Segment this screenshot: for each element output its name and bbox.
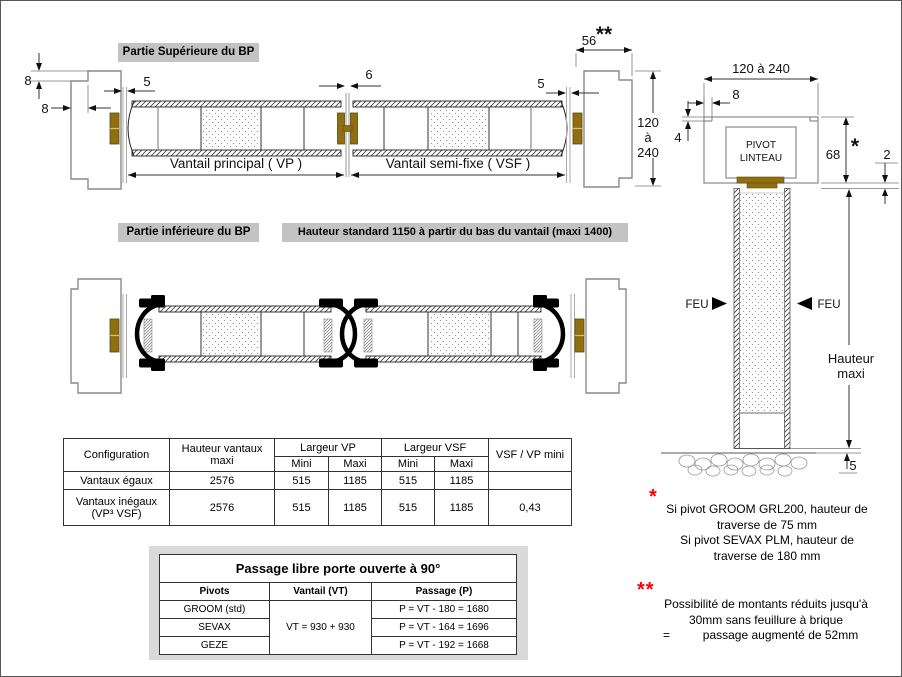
cell-passage: P = VT - 192 = 1668 [372, 637, 517, 655]
vsf-panel [353, 101, 567, 156]
feu-left-label: FEU [685, 299, 709, 311]
bottom-section-drawing [71, 279, 626, 393]
table-header-row [64, 439, 572, 457]
dim-5-bottom-label: 5 [849, 458, 857, 473]
door-leaf [734, 189, 790, 449]
feu-right-label: FEU [817, 299, 841, 311]
cell-passage: P = VT - 164 = 1696 [372, 619, 517, 637]
double-asterisk-marker: ** [595, 23, 613, 46]
dim-range-top [635, 71, 661, 186]
col-hauteur: Hauteur vantaux maxi [170, 439, 275, 472]
vp-panel [128, 101, 341, 156]
dim-4-side-label: 4 [674, 130, 682, 145]
dim-2-label: 2 [883, 147, 891, 162]
col-vsf-mini: Mini [382, 457, 435, 472]
vp-label: Vantail principal ( VP ) [169, 156, 303, 171]
dim-5-right-label: 5 [537, 76, 545, 91]
hauteur-maxi-label-1: Hauteur [827, 351, 875, 366]
ground [661, 453, 816, 476]
col-passage: Passage (P) [372, 583, 517, 601]
pivot-linteau-label-1: PIVOT [745, 140, 777, 151]
dim-8-side [688, 87, 740, 117]
dim-8-vertical-label: 8 [24, 73, 32, 88]
note1-line2: traverse de 75 mm [716, 517, 818, 532]
cell-vsf-maxi: 1185 [435, 490, 489, 526]
dim-6-center-label: 6 [365, 67, 373, 82]
banner-hauteur-standard: Hauteur standard 1150 à partir du bas du vantail (maxi 1400) [282, 223, 628, 242]
asterisk-marker: * [850, 135, 860, 158]
col-vsf-maxi: Maxi [435, 457, 489, 472]
vsf-panel-bottom [364, 306, 542, 362]
right-jamb-profile-bottom [586, 279, 626, 393]
vp-panel-bottom [144, 306, 332, 362]
dim-5-left-label: 5 [143, 74, 151, 89]
dim-68-label: 68 [825, 147, 841, 162]
pivot-plate-top [737, 177, 784, 183]
col-vp-maxi: Maxi [329, 457, 382, 472]
note1-line1: Si pivot GROOM GRL200, hauteur de [666, 502, 868, 516]
col-vp-mini: Mini [275, 457, 329, 472]
passage-table-title: Passage libre porte ouverte à 90° [160, 555, 517, 583]
note2-asterisk: ** [637, 579, 655, 601]
note-pivot-traverse [641, 502, 893, 564]
dim-range-line1: 120 [637, 115, 659, 130]
feu-left-arrow-icon [712, 297, 727, 310]
vsf-label: Vantail semi-fixe ( VSF ) [385, 156, 531, 171]
vp-dimension [128, 156, 344, 178]
dim-56-label: 56 [581, 33, 597, 48]
cell-ratio [489, 472, 572, 490]
passage-header-row [160, 583, 517, 601]
note1-line4: traverse de 180 mm [713, 548, 821, 563]
cell-ratio: 0,43 [489, 490, 572, 526]
cell-vp-mini: 515 [275, 490, 329, 526]
dim-width-side [704, 61, 818, 115]
table-row [64, 472, 572, 490]
cell-vsf-maxi: 1185 [435, 472, 489, 490]
vsf-dimension [351, 156, 565, 178]
col-largeur-vsf: Largeur VSF [382, 439, 489, 457]
note2-line3-text: passage augmenté de 52mm [702, 628, 859, 642]
cell-config [64, 490, 170, 526]
col-ratio: VSF / VP mini [489, 439, 572, 472]
cell-pivot: GEZE [160, 637, 270, 655]
dim-56 [576, 23, 632, 76]
pivot-linteau-label-2: LINTEAU [739, 153, 783, 164]
note-montants-reduits [641, 597, 891, 644]
hauteur-maxi-label-2: maxi [837, 366, 865, 381]
dim-8-horizontal-label: 8 [41, 101, 49, 116]
col-pivots: Pivots [160, 583, 270, 601]
col-configuration: Configuration [64, 439, 170, 472]
dim-hauteur-maxi [828, 189, 875, 449]
dim-range-line3: 240 [637, 145, 659, 160]
configuration-table [63, 438, 572, 526]
cell-vsf-mini: 515 [382, 490, 435, 526]
side-section-drawing [661, 61, 899, 476]
cell-pivot: GROOM (std) [160, 601, 270, 619]
note1-asterisk: * [649, 486, 657, 508]
cell-config-line2: (VP³ VSF) [91, 507, 142, 520]
dim-8-side-label: 8 [732, 87, 740, 102]
passage-table-panel [149, 546, 528, 660]
cell-hauteur: 2576 [170, 490, 275, 526]
passage-table [159, 554, 517, 655]
cell-vantail-value: VT = 930 + 930 [270, 601, 372, 655]
note2-line1: Possibilité de montants réduits jusqu'à [664, 597, 868, 611]
dim-6-center [319, 67, 381, 89]
cell-config: Vantaux égaux [64, 472, 170, 490]
table-row [160, 601, 517, 619]
dim-5-bottom [790, 449, 861, 474]
feu-right-arrow-icon [797, 297, 812, 310]
cell-config-line1: Vantaux inégaux [75, 495, 158, 508]
dim-4-side [674, 101, 704, 145]
note1-line3: Si pivot SEVAX PLM, hauteur de [680, 533, 854, 547]
col-vantail: Vantail (VT) [270, 583, 372, 601]
right-jamb-profile [584, 71, 632, 187]
cell-vp-maxi: 1185 [329, 490, 382, 526]
cell-pivot: SEVAX [160, 619, 270, 637]
note2-equals: = [663, 628, 671, 642]
cell-hauteur: 2576 [170, 472, 275, 490]
cell-vsf-mini: 515 [382, 472, 435, 490]
note2-line3 [641, 628, 891, 644]
cell-passage: P = VT - 180 = 1680 [372, 601, 517, 619]
cell-vp-mini: 515 [275, 472, 329, 490]
dim-width-label: 120 à 240 [732, 61, 790, 76]
banner-partie-inferieure: Partie inférieure du BP [118, 223, 259, 242]
note2-line2: 30mm sans feuillure à brique [688, 612, 844, 627]
banner-partie-superieure: Partie Supérieure du BP [118, 43, 259, 62]
table-row [64, 490, 572, 526]
col-largeur-vp: Largeur VP [275, 439, 382, 457]
dim-range-line2: à [644, 130, 652, 145]
cell-vp-maxi: 1185 [329, 472, 382, 490]
